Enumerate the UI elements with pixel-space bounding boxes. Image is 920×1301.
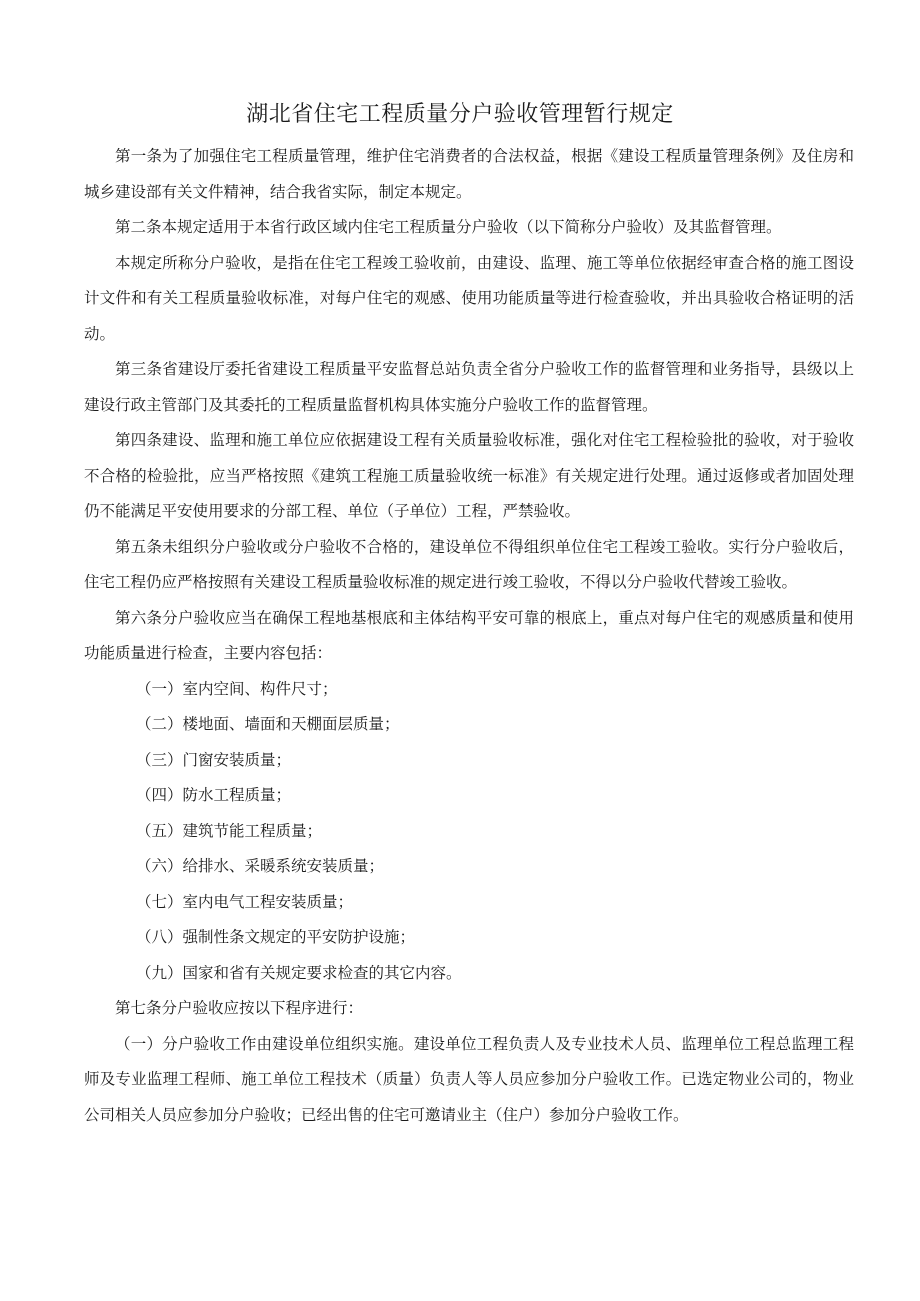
article-5: 第五条未组织分户验收或分户验收不合格的，建设单位不得组织单位住宅工程竣工验收。实行分户验收后，住宅工程仍应严格按照有关建设工程质量验收标准的规定进行竣工验收，不得以分户验收代替竣工验收。 [84,537,854,591]
inspection-item-5: （五）建筑节能工程质量； [136,821,323,840]
inspection-item-4: （四）防水工程质量； [136,786,292,804]
inspection-item-7: （七）室内电气工程安装质量； [136,892,354,911]
document-title: 湖北省住宅工程质量分户验收管理暂行规定 [246,102,674,127]
inspection-item-2: （二）楼地面、墙面和天棚面层质量； [136,715,400,733]
article-2: 第二条本规定适用于本省行政区域内住宅工程质量分户验收（以下简称分户验收）及其监督管理。 [115,218,782,236]
article-1: 第一条为了加强住宅工程质量管理，维护住宅消费者的合法权益，根据《建设工程质量管理条例》及住房和城乡建设部有关文件精神，结合我省实际，制定本规定。 [84,147,854,201]
inspection-item-8: （八）强制性条文规定的平安防护设施； [136,928,416,946]
article-7: 第七条分户验收应按以下程序进行： [115,999,364,1017]
article-6: 第六条分户验收应当在确保工程地基根底和主体结构平安可靠的根底上，重点对每户住宅的观感质量和使用功能质量进行检查，主要内容包括： [84,608,854,662]
inspection-item-3: （三）门窗安装质量； [136,750,292,769]
article-3: 第三条省建设厅委托省建设工程质量平安监督总站负责全省分户验收工作的监督管理和业务指导，县级以上建设行政主管部门及其委托的工程质量监督机构具体实施分户验收工作的监督管理。 [84,360,854,414]
inspection-item-6: （六）给排水、采暖系统安装质量； [136,857,385,875]
article-4: 第四条建设、监理和施工单位应依据建设工程有关质量验收标准，强化对住宅工程检验批的验收，对于验收不合格的检验批，应当严格按照《建筑工程施工质量验收统一标准》有关规定进行处理。通过返修或者加固处理仍不能满足平安使用要求的分部工程、单位（子单位）工程，严禁验收。 [84,431,854,520]
inspection-item-1: （一）室内空间、构件尺寸； [136,679,338,698]
definition-paragraph: 本规定所称分户验收，是指在住宅工程竣工验收前，由建设、监理、施工等单位依据经审查合格的施工图设计文件和有关工程质量验收标准，对每户住宅的观感、使用功能质量等进行检查验收，并出具验收合格证明的活动。 [84,253,854,343]
inspection-item-9: （九）国家和省有关规定要求检查的其它内容。 [136,963,462,982]
document-body [84,139,854,1133]
article-7-item-1: （一）分户验收工作由建设单位组织实施。建设单位工程负责人及专业技术人员、监理单位工程总监理工程师及专业监理工程师、施工单位工程技术（质量）负责人等人员应参加分户验收工作。已选定物业公司的，物业公司相关人员应参加分户验收；已经出售的住宅可邀请业主（住户）参加分户验收工作。 [84,1034,854,1124]
